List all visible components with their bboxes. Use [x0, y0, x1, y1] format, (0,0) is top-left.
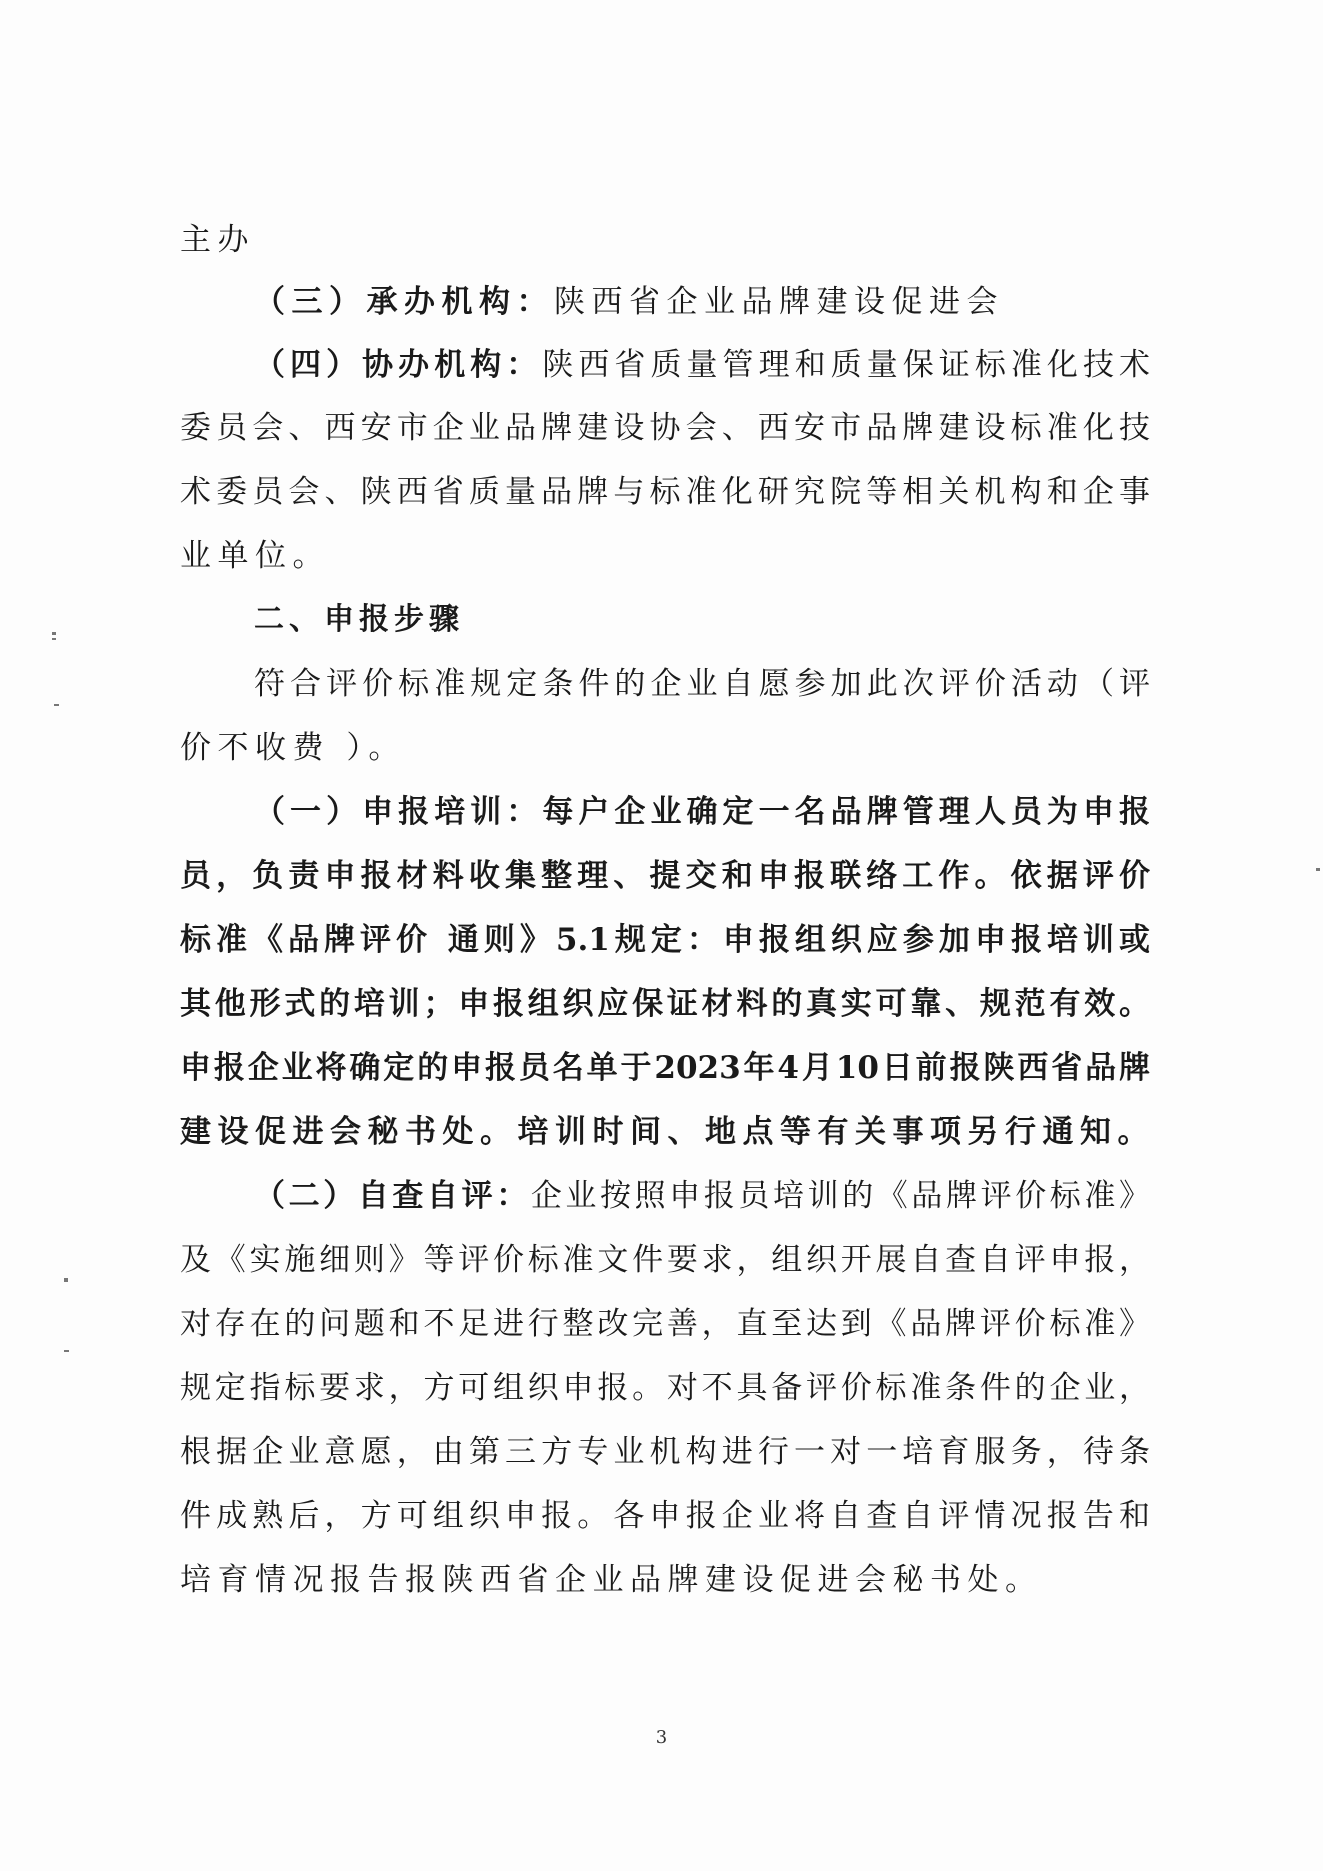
section-title [254, 600, 464, 640]
scan-speck [54, 704, 59, 706]
paragraph-line [180, 728, 406, 768]
line-text: 其他形式的培训；申报组织应保证材料的真实可靠、规范有效。 [180, 986, 1150, 1022]
paragraph-line [180, 1240, 1150, 1280]
bold-paragraph-line [180, 1112, 1155, 1152]
paragraph-line [180, 408, 1150, 448]
scan-speck [64, 1350, 69, 1352]
bold-paragraph-line [254, 792, 1150, 832]
line-text: 主办 [180, 222, 255, 258]
paragraph-line [180, 1432, 1150, 1472]
section-title-text: 二、申报步骤 [254, 602, 464, 637]
scan-speck [1316, 868, 1320, 871]
line-text: 员，负责申报材料收集整理、提交和申报联络工作。依据评价 [180, 858, 1150, 894]
paragraph-line [180, 1496, 1150, 1536]
line-text: 根据企业意愿，由第三方专业机构进行一对一培育服务，待条 [180, 1434, 1150, 1470]
line-text: 陕西省企业品牌建设促进会 [554, 284, 1004, 320]
line-text: 及《实施细则》等评价标准文件要求，组织开展自查自评申报， [180, 1242, 1150, 1278]
line-text: 建设促进会秘书处。培训时间、地点等有关事项另行通知。 [180, 1114, 1155, 1150]
line-text: 申报企业将确定的申报员名单于2023年4月10日前报陕西省品牌 [180, 1050, 1150, 1086]
organizer-line [254, 282, 1004, 322]
section-heading: （三）承办机构： [254, 284, 554, 320]
paragraph-line [180, 220, 255, 260]
bold-paragraph-line [180, 920, 1150, 960]
paragraph-line [254, 664, 1150, 704]
line-text: 对存在的问题和不足进行整改完善，直至达到《品牌评价标准》 [180, 1306, 1150, 1342]
line-text: 企业按照申报员培训的《品牌评价标准》 [530, 1178, 1151, 1214]
scan-speck [64, 1278, 68, 1282]
line-text: 符合评价标准规定条件的企业自愿参加此次评价活动（评 [254, 666, 1150, 702]
line-text: 术委员会、陕西省质量品牌与标准化研究院等相关机构和企事 [180, 474, 1150, 510]
section-heading: （二）自查自评： [254, 1178, 531, 1214]
paragraph-line [180, 1368, 1150, 1408]
line-text: 业单位。 [180, 538, 330, 574]
line-text: （一）申报培训：每户企业确定一名品牌管理人员为申报 [254, 794, 1150, 830]
scan-speck [52, 638, 56, 640]
paragraph-line [180, 536, 330, 576]
bold-paragraph-line [180, 984, 1150, 1024]
paragraph-line [180, 1560, 1043, 1600]
line-text: 规定指标要求，方可组织申报。对不具备评价标准条件的企业， [180, 1370, 1150, 1406]
section-heading: （四）协办机构： [254, 347, 543, 383]
line-text: 标准《品牌评价 通则》5.1规定：申报组织应参加申报培训或 [180, 922, 1150, 958]
page-number: 3 [655, 1727, 668, 1748]
co-organizer-line [254, 345, 1150, 385]
line-text: 培育情况报告报陕西省企业品牌建设促进会秘书处。 [180, 1562, 1043, 1598]
line-text: 委员会、西安市企业品牌建设协会、西安市品牌建设标准化技 [180, 410, 1150, 446]
bold-paragraph-line [180, 856, 1150, 896]
paragraph-line [180, 1304, 1150, 1344]
bold-paragraph-line [180, 1048, 1150, 1088]
line-text: 陕西省质量管理和质量保证标准化技术 [542, 347, 1151, 383]
line-text: 价不收费 ）。 [180, 730, 406, 766]
scan-speck [52, 632, 56, 635]
self-assessment-line [254, 1176, 1150, 1216]
line-text: 件成熟后，方可组织申报。各申报企业将自查自评情况报告和 [180, 1498, 1150, 1534]
paragraph-line [180, 472, 1150, 512]
